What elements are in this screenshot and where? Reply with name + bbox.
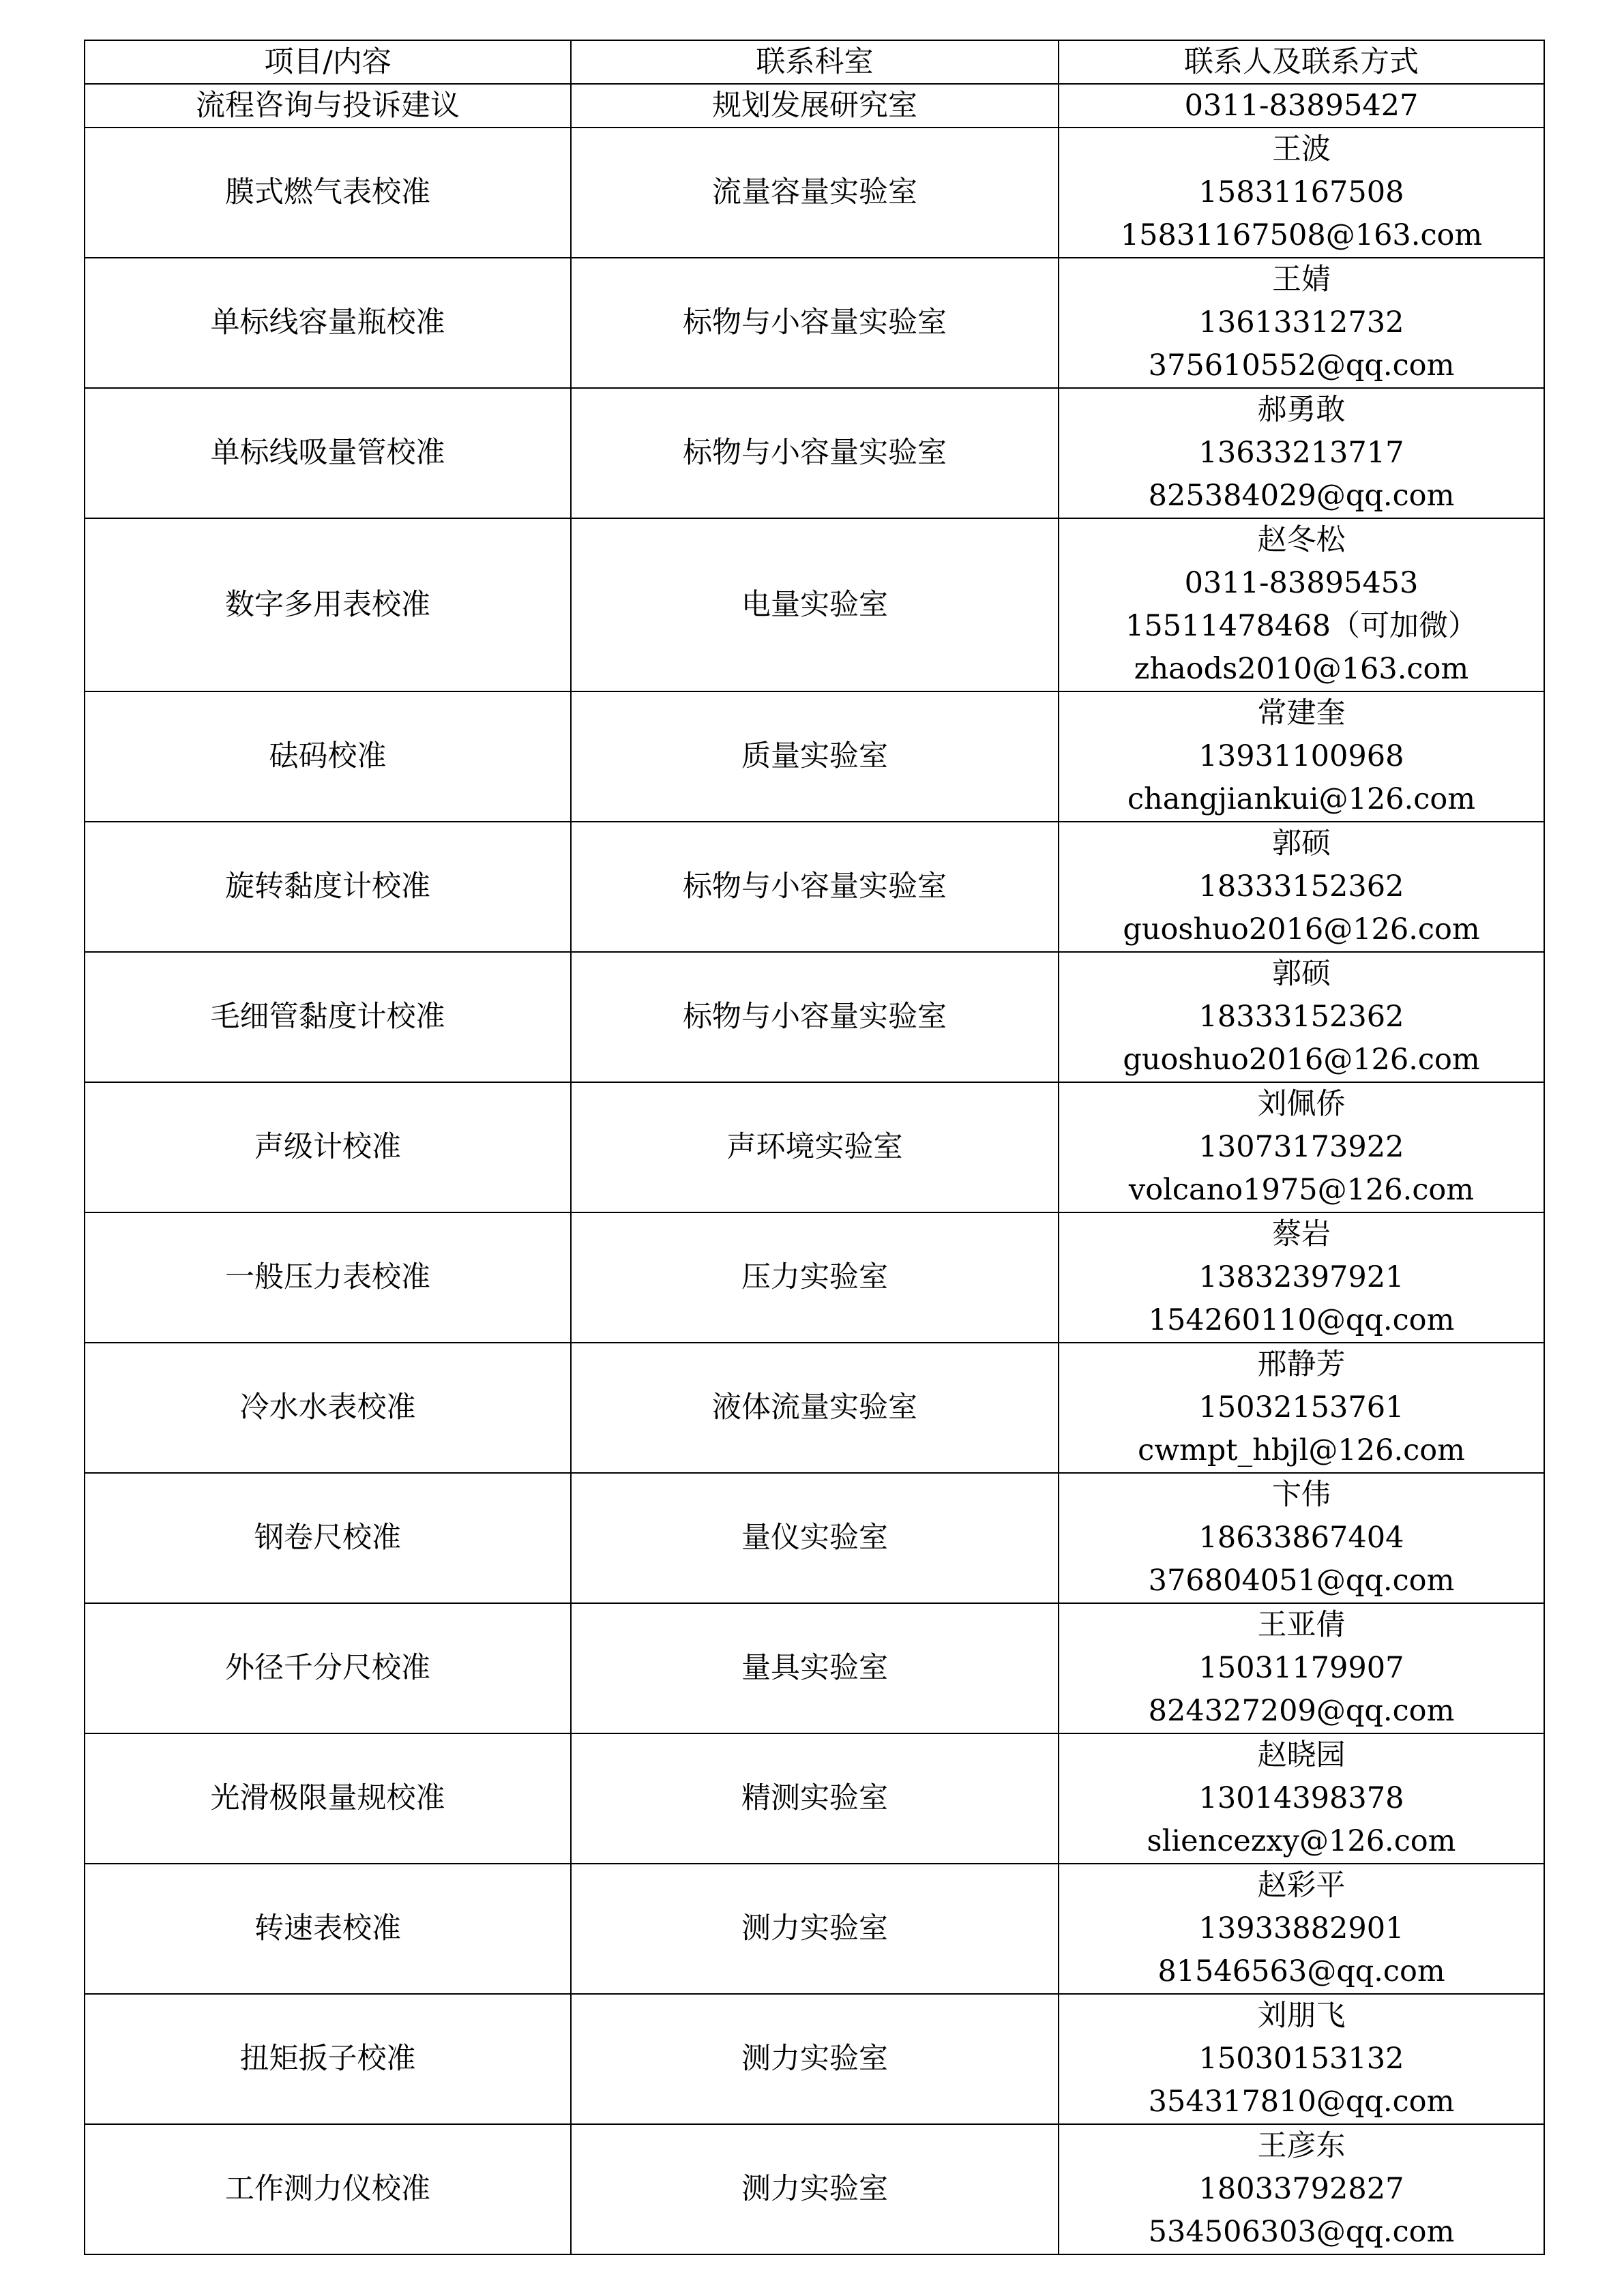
contact-person: 常建奎 bbox=[1257, 696, 1346, 730]
row-item: 一般压力表校准 bbox=[85, 1212, 571, 1343]
contact-detail: 15831167508 bbox=[1198, 175, 1404, 209]
header-contact: 联系人及联系方式 bbox=[1059, 40, 1544, 84]
row-contact bbox=[1059, 691, 1544, 822]
row-contact bbox=[1059, 2124, 1544, 2254]
contact-person: 赵冬松 bbox=[1257, 523, 1346, 557]
table-row bbox=[85, 822, 1544, 952]
table-row bbox=[85, 1603, 1544, 1733]
contact-detail: cwmpt_hbjl@126.com bbox=[1138, 1433, 1465, 1467]
row-dept: 量仪实验室 bbox=[571, 1473, 1059, 1603]
contact-detail: 13613312732 bbox=[1198, 305, 1404, 340]
table-row bbox=[85, 258, 1544, 388]
table-row bbox=[85, 1473, 1544, 1603]
contact-person: 赵晓园 bbox=[1257, 1738, 1346, 1772]
contact-detail: 15511478468（可加微） bbox=[1125, 609, 1477, 643]
contact-detail: 18333152362 bbox=[1198, 869, 1404, 904]
row-item: 外径千分尺校准 bbox=[85, 1603, 571, 1733]
row-dept: 标物与小容量实验室 bbox=[571, 258, 1059, 388]
contact-detail: volcano1975@126.com bbox=[1128, 1173, 1475, 1207]
contact-detail: 534506303@qq.com bbox=[1148, 2215, 1455, 2249]
row-contact bbox=[1059, 258, 1544, 388]
contact-person: 王婧 bbox=[1272, 263, 1331, 297]
row-contact bbox=[1059, 1733, 1544, 1864]
row-item: 扭矩扳子校准 bbox=[85, 1994, 571, 2124]
contact-detail: guoshuo2016@126.com bbox=[1123, 1043, 1480, 1077]
contact-detail: 81546563@qq.com bbox=[1157, 1954, 1445, 1988]
row-item: 砝码校准 bbox=[85, 691, 571, 822]
header-item: 项目/内容 bbox=[85, 40, 571, 84]
table-row bbox=[85, 128, 1544, 258]
table-row bbox=[85, 1082, 1544, 1212]
row-contact bbox=[1059, 518, 1544, 691]
row-contact bbox=[1059, 1864, 1544, 1994]
contact-detail: 13073173922 bbox=[1198, 1130, 1404, 1164]
row-item: 流程咨询与投诉建议 bbox=[85, 84, 571, 128]
row-dept: 精测实验室 bbox=[571, 1733, 1059, 1864]
contact-detail: 15030153132 bbox=[1198, 2042, 1404, 2076]
row-contact bbox=[1059, 822, 1544, 952]
contact-detail: 15831167508@163.com bbox=[1120, 218, 1483, 252]
table-row bbox=[85, 388, 1544, 518]
row-item: 冷水水表校准 bbox=[85, 1343, 571, 1473]
table-row-inquiry bbox=[85, 84, 1544, 128]
row-contact bbox=[1059, 388, 1544, 518]
contact-detail: 15032153761 bbox=[1198, 1390, 1404, 1425]
contact-table-body bbox=[85, 40, 1544, 2254]
row-contact bbox=[1059, 128, 1544, 258]
contact-detail: 13832397921 bbox=[1198, 1260, 1404, 1294]
contact-person: 王波 bbox=[1272, 132, 1331, 166]
contact-detail: zhaods2010@163.com bbox=[1134, 652, 1469, 686]
contact-detail: 13933882901 bbox=[1198, 1911, 1404, 1945]
row-item: 单标线容量瓶校准 bbox=[85, 258, 571, 388]
row-item: 数字多用表校准 bbox=[85, 518, 571, 691]
contact-person: 王彦东 bbox=[1257, 2129, 1346, 2163]
contact-detail: 354317810@qq.com bbox=[1148, 2085, 1455, 2119]
contact-detail: 18033792827 bbox=[1198, 2172, 1404, 2206]
row-dept: 测力实验室 bbox=[571, 1864, 1059, 1994]
table-row bbox=[85, 1343, 1544, 1473]
row-item: 膜式燃气表校准 bbox=[85, 128, 571, 258]
contact-detail: 13633213717 bbox=[1198, 436, 1404, 470]
row-contact: 0311-83895427 bbox=[1059, 84, 1544, 128]
row-item: 单标线吸量管校准 bbox=[85, 388, 571, 518]
table-header-row bbox=[85, 40, 1544, 84]
contact-detail: guoshuo2016@126.com bbox=[1123, 912, 1480, 946]
contact-detail: 824327209@qq.com bbox=[1148, 1694, 1455, 1728]
contact-detail: 376804051@qq.com bbox=[1148, 1564, 1455, 1598]
table-row bbox=[85, 1212, 1544, 1343]
table-row bbox=[85, 2124, 1544, 2254]
contact-person: 蔡岩 bbox=[1272, 1217, 1331, 1251]
contact-person: 刘朋飞 bbox=[1257, 1999, 1346, 2033]
contact-person: 郝勇敢 bbox=[1257, 393, 1346, 427]
row-item: 钢卷尺校准 bbox=[85, 1473, 571, 1603]
contact-detail: 375610552@qq.com bbox=[1148, 348, 1455, 383]
row-dept: 流量容量实验室 bbox=[571, 128, 1059, 258]
row-item: 工作测力仪校准 bbox=[85, 2124, 571, 2254]
contact-detail: 0311-83895453 bbox=[1184, 566, 1419, 600]
contact-detail: sliencezxy@126.com bbox=[1147, 1824, 1456, 1858]
row-contact bbox=[1059, 1212, 1544, 1343]
contact-detail: 13014398378 bbox=[1198, 1781, 1404, 1815]
row-contact bbox=[1059, 1603, 1544, 1733]
header-dept: 联系科室 bbox=[571, 40, 1059, 84]
row-item: 毛细管黏度计校准 bbox=[85, 952, 571, 1082]
row-contact bbox=[1059, 1082, 1544, 1212]
row-contact bbox=[1059, 1473, 1544, 1603]
row-item: 旋转黏度计校准 bbox=[85, 822, 571, 952]
row-dept: 压力实验室 bbox=[571, 1212, 1059, 1343]
contact-detail: 18333152362 bbox=[1198, 1000, 1404, 1034]
row-dept: 电量实验室 bbox=[571, 518, 1059, 691]
contact-detail: changjiankui@126.com bbox=[1127, 782, 1476, 816]
contact-detail: 154260110@qq.com bbox=[1148, 1303, 1455, 1337]
contact-person: 王亚倩 bbox=[1257, 1608, 1346, 1642]
table-row bbox=[85, 1994, 1544, 2124]
row-dept: 标物与小容量实验室 bbox=[571, 388, 1059, 518]
row-dept: 标物与小容量实验室 bbox=[571, 822, 1059, 952]
row-contact bbox=[1059, 1343, 1544, 1473]
row-item: 转速表校准 bbox=[85, 1864, 571, 1994]
table-row bbox=[85, 952, 1544, 1082]
row-dept: 规划发展研究室 bbox=[571, 84, 1059, 128]
row-dept: 液体流量实验室 bbox=[571, 1343, 1059, 1473]
row-item: 光滑极限量规校准 bbox=[85, 1733, 571, 1864]
table-row bbox=[85, 518, 1544, 691]
contact-detail: 15031179907 bbox=[1198, 1651, 1404, 1685]
table-row bbox=[85, 1733, 1544, 1864]
contact-detail: 825384029@qq.com bbox=[1148, 479, 1455, 513]
contact-person: 郭硕 bbox=[1272, 826, 1331, 861]
row-dept: 量具实验室 bbox=[571, 1603, 1059, 1733]
row-dept: 质量实验室 bbox=[571, 691, 1059, 822]
table-row bbox=[85, 691, 1544, 822]
table-row bbox=[85, 1864, 1544, 1994]
contact-person: 郭硕 bbox=[1272, 957, 1331, 991]
contact-person: 赵彩平 bbox=[1257, 1868, 1346, 1903]
row-dept: 声环境实验室 bbox=[571, 1082, 1059, 1212]
contact-person: 刘佩侨 bbox=[1257, 1087, 1346, 1121]
row-dept: 测力实验室 bbox=[571, 2124, 1059, 2254]
row-dept: 测力实验室 bbox=[571, 1994, 1059, 2124]
row-contact bbox=[1059, 952, 1544, 1082]
row-dept: 标物与小容量实验室 bbox=[571, 952, 1059, 1082]
contact-table bbox=[84, 40, 1545, 2255]
row-item: 声级计校准 bbox=[85, 1082, 571, 1212]
contact-detail: 13931100968 bbox=[1198, 739, 1404, 773]
row-contact bbox=[1059, 1994, 1544, 2124]
contact-person: 卞伟 bbox=[1272, 1478, 1331, 1512]
contact-detail: 18633867404 bbox=[1198, 1521, 1404, 1555]
contact-person: 邢静芳 bbox=[1257, 1347, 1346, 1382]
